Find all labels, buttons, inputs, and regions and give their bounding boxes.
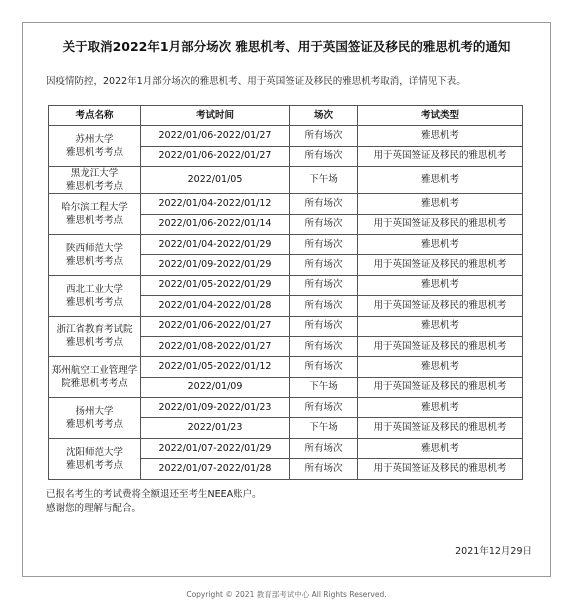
note-thanks: 感谢您的理解与配合。: [46, 503, 142, 514]
venue-name-cell: 郑州航空工业管理学 院雅思机考考点: [49, 357, 141, 398]
exam-date-cell: 2022/01/09-2022/01/29: [141, 255, 290, 275]
exam-date-cell: 2022/01/06-2022/01/27: [141, 146, 290, 166]
notice-intro: 因疫情防控，2022年1月部分场次的雅思机考、用于英国签证及移民的雅思机考取消，详情见下表。: [46, 76, 466, 87]
header-venue: 考点名称: [49, 106, 141, 126]
table-row: [49, 316, 523, 336]
cancellation-table: [48, 105, 523, 480]
table-header-row: [49, 106, 523, 126]
header-type: 考试类型: [358, 106, 523, 126]
footer-copyright: Copyright © 2021 教育部考试中心 All Rights Reserved.: [186, 590, 387, 599]
session-cell: 所有场次: [290, 296, 358, 316]
exam-date-cell: 2022/01/04-2022/01/29: [141, 234, 290, 254]
venue-name-cell: 浙江省教育考试院 雅思机考考点: [49, 316, 141, 357]
exam-date-cell: 2022/01/04-2022/01/12: [141, 194, 290, 214]
exam-date-cell: 2022/01/07-2022/01/29: [141, 438, 290, 458]
session-cell: 所有场次: [290, 398, 358, 418]
exam-date-cell: 2022/01/09-2022/01/23: [141, 398, 290, 418]
exam-type-cell: 雅思机考: [358, 398, 523, 418]
exam-type-cell: 雅思机考: [358, 316, 523, 336]
session-cell: 下午场: [290, 167, 358, 194]
venue-name-cell: 苏州大学 雅思机考考点: [49, 126, 141, 167]
exam-date-cell: 2022/01/05-2022/01/12: [141, 357, 290, 377]
exam-date-cell: 2022/01/07-2022/01/28: [141, 459, 290, 479]
exam-date-cell: 2022/01/06-2022/01/27: [141, 126, 290, 146]
exam-date-cell: 2022/01/06-2022/01/27: [141, 316, 290, 336]
exam-type-cell: 用于英国签证及移民的雅思机考: [358, 418, 523, 438]
exam-type-cell: 用于英国签证及移民的雅思机考: [358, 255, 523, 275]
exam-date-cell: 2022/01/06-2022/01/14: [141, 214, 290, 234]
exam-type-cell: 雅思机考: [358, 167, 523, 194]
venue-name-cell: 陕西师范大学 雅思机考考点: [49, 234, 141, 275]
venue-name-cell: 哈尔滨工程大学 雅思机考考点: [49, 194, 141, 235]
session-cell: 所有场次: [290, 146, 358, 166]
session-cell: 所有场次: [290, 255, 358, 275]
exam-date-cell: 2022/01/23: [141, 418, 290, 438]
session-cell: 所有场次: [290, 336, 358, 356]
session-cell: 所有场次: [290, 357, 358, 377]
table-row: [49, 357, 523, 377]
table-row: [49, 398, 523, 418]
session-cell: 下午场: [290, 377, 358, 397]
table-body: [49, 126, 523, 479]
table-row: [49, 126, 523, 146]
exam-type-cell: 用于英国签证及移民的雅思机考: [358, 214, 523, 234]
session-cell: 所有场次: [290, 194, 358, 214]
table-row: [49, 194, 523, 214]
note-refund: 已报名考生的考试费将全额退还至考生NEEA账户。: [46, 489, 262, 500]
exam-type-cell: 用于英国签证及移民的雅思机考: [358, 146, 523, 166]
session-cell: 所有场次: [290, 126, 358, 146]
session-cell: 所有场次: [290, 459, 358, 479]
exam-type-cell: 用于英国签证及移民的雅思机考: [358, 377, 523, 397]
session-cell: 所有场次: [290, 275, 358, 295]
exam-date-cell: 2022/01/08-2022/01/27: [141, 336, 290, 356]
table-row: [49, 167, 523, 194]
exam-type-cell: 雅思机考: [358, 438, 523, 458]
notice-date: 2021年12月29日: [455, 546, 532, 557]
table-row: [49, 275, 523, 295]
table-row: [49, 234, 523, 254]
exam-type-cell: 雅思机考: [358, 126, 523, 146]
exam-date-cell: 2022/01/05-2022/01/29: [141, 275, 290, 295]
exam-type-cell: 雅思机考: [358, 234, 523, 254]
exam-date-cell: 2022/01/09: [141, 377, 290, 397]
table-row: [49, 438, 523, 458]
exam-type-cell: 用于英国签证及移民的雅思机考: [358, 459, 523, 479]
venue-name-cell: 扬州大学 雅思机考考点: [49, 398, 141, 439]
notes: [46, 488, 262, 516]
session-cell: 所有场次: [290, 234, 358, 254]
header-session: 场次: [290, 106, 358, 126]
header-date: 考试时间: [141, 106, 290, 126]
venue-name-cell: 黑龙江大学 雅思机考考点: [49, 167, 141, 194]
notice-page: [22, 22, 551, 577]
exam-type-cell: 雅思机考: [358, 275, 523, 295]
exam-date-cell: 2022/01/04-2022/01/28: [141, 296, 290, 316]
exam-date-cell: 2022/01/05: [141, 167, 290, 194]
exam-type-cell: 雅思机考: [358, 357, 523, 377]
venue-name-cell: 西北工业大学 雅思机考考点: [49, 275, 141, 316]
exam-type-cell: 用于英国签证及移民的雅思机考: [358, 296, 523, 316]
session-cell: 所有场次: [290, 438, 358, 458]
session-cell: 下午场: [290, 418, 358, 438]
session-cell: 所有场次: [290, 214, 358, 234]
session-cell: 所有场次: [290, 316, 358, 336]
exam-type-cell: 用于英国签证及移民的雅思机考: [358, 336, 523, 356]
exam-type-cell: 雅思机考: [358, 194, 523, 214]
notice-title: 关于取消2022年1月部分场次 雅思机考、用于英国签证及移民的雅思机考的通知: [62, 39, 511, 54]
venue-name-cell: 沈阳师范大学 雅思机考考点: [49, 438, 141, 479]
